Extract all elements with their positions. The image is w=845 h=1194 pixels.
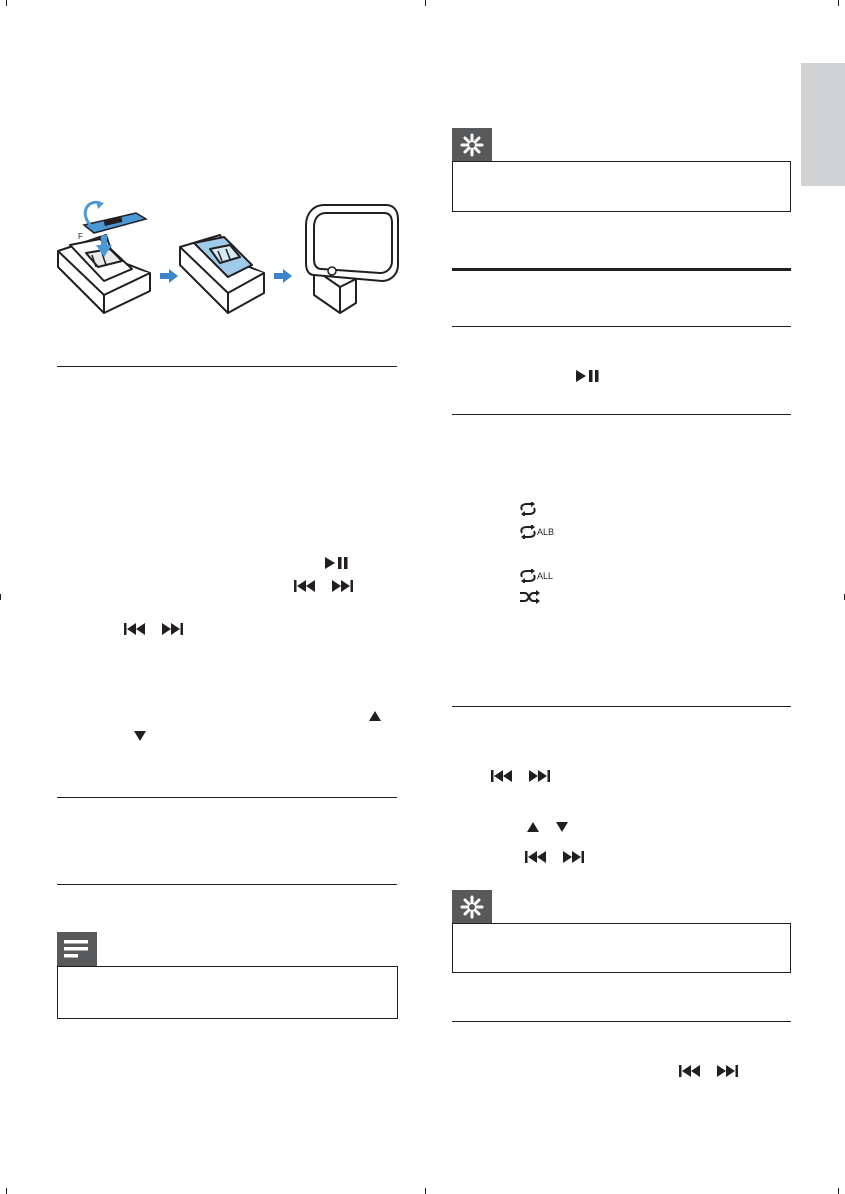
arrow-right-1 [160,269,178,283]
previous-track-icon [678,1064,702,1078]
next-track-icon [527,769,551,783]
previous-track-icon [293,579,317,593]
rule-right-2 [452,414,791,415]
previous-track-icon [490,769,514,783]
tip-asterisk-icon [460,895,484,919]
crop-mark [838,0,839,6]
up-arrow-icon [368,710,382,722]
crop-mark [425,0,426,6]
dock-illustration [52,195,402,320]
play-pause-icon [324,556,350,570]
language-tab [801,63,845,186]
previous-track-icon [524,850,548,864]
ipad-on-dock-step [306,205,398,313]
play-pause-icon [575,369,601,383]
note-frame [57,966,398,1019]
note-icon-badge [57,932,97,966]
up-arrow-icon [526,821,540,833]
arrow-right-2 [274,269,292,283]
section-rule-thick [452,268,791,271]
tip-icon-badge [452,128,492,162]
down-arrow-icon [555,821,569,833]
rule-left-2 [57,797,397,798]
repeat-all-arrows-icon [519,569,537,583]
rule-right-3 [452,706,791,707]
crop-mark [6,0,7,6]
repeat-all-label: ALL [537,571,554,581]
crop-mark [6,1188,7,1194]
rule-left-3 [57,884,397,885]
tip-frame [452,161,791,212]
down-arrow-icon [133,730,147,742]
rule-right-4 [452,1021,791,1022]
tip-icon-badge [452,890,492,924]
tip-asterisk-icon [460,133,484,157]
crop-mark [0,594,1,600]
repeat-icon [519,502,537,516]
rule-right-1 [452,326,791,327]
previous-track-icon [123,622,147,636]
note-lines-icon [64,940,90,958]
next-track-icon [715,1064,739,1078]
dock-seated-step [180,235,264,313]
svg-text:F: F [78,232,83,241]
shuffle-icon [519,590,541,604]
crop-mark [425,1188,426,1194]
next-track-icon [561,850,585,864]
repeat-album-label: ALB [537,527,555,537]
rule-left-1 [57,366,397,367]
repeat-album-arrows-icon [519,525,537,539]
next-track-icon [330,579,354,593]
next-track-icon [160,622,184,636]
tip-frame [452,923,791,973]
crop-mark [838,1188,839,1194]
